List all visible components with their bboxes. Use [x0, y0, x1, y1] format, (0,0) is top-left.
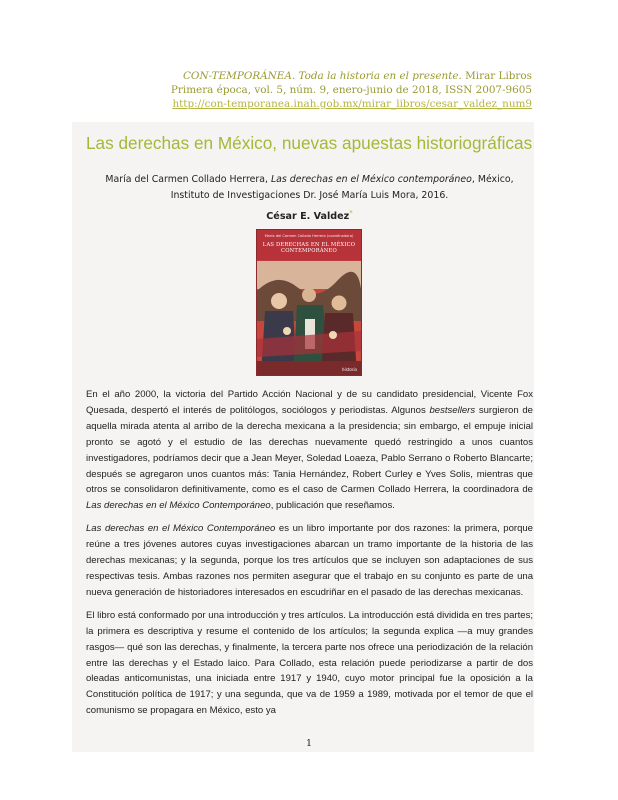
footnote-marker[interactable]: *	[349, 209, 353, 217]
citation-publisher: , México, Instituto de Investigaciones Dr. José María Luis Mora, 2016.	[170, 174, 514, 201]
book-cover-image	[256, 229, 362, 376]
cover-publisher-logo: historia	[342, 367, 357, 372]
page-number: 1	[305, 738, 313, 749]
journal-title-line	[92, 69, 532, 83]
cover-title: LAS DERECHAS EN EL MÉXICO CONTEMPORÁNEO	[262, 242, 356, 254]
book-citation	[86, 172, 533, 204]
paragraph-1-text-a: En el año 2000, la victoria del Partido Acción Nacional y de su candidato presidencial, Vicente Fox Quesada, despertó el interés de politólogos, sociólogos y periodistas. Algunos	[86, 389, 533, 416]
paragraph-3: El libro está conformado por una introducción y tres artículos. La introducción está dividida en tres partes; la primera es descriptiva y resume el contenido de los artículos; la segunda explica —a muy grandes rasgos— qué son las derechas, y finalmente, la tercera parte nos ofrece una periodización de la relación entre las derechas y el Estado laico. Para Collado, esta relación puede periodizarse a partir de dos oleadas anticomunistas, una iniciada entre 1917 y 1940, cuyo motor principal fue la oposición a la Constitución política de 1917; y una segunda, que va de 1959 a 1989, motivada por el temor de que el comunismo se propagara en México, esto ya	[86, 609, 533, 717]
paragraph-1-em-bestsellers: bestsellers	[429, 404, 476, 416]
journal-name: CON-TEMPORÁNEA. Toda la historia en el presente.	[182, 70, 462, 82]
journal-header	[92, 69, 532, 111]
article-body	[86, 387, 533, 726]
journal-section: Mirar Libros	[461, 70, 532, 82]
paragraph-2	[86, 521, 533, 601]
issue-line: Primera época, vol. 5, núm. 9, enero-junio de 2018, ISSN 2007-9605	[170, 84, 532, 96]
reviewer-label: César E. Valdez	[266, 211, 350, 223]
citation-author: María del Carmen Collado Herrera,	[105, 174, 271, 185]
reviewer-name	[86, 209, 533, 222]
citation-book-title: Las derechas en el México contemporáneo	[270, 174, 472, 185]
paragraph-2-em-book: Las derechas en el México Contemporáneo	[86, 523, 276, 535]
paragraph-1-em-book: Las derechas en el México Contemporáneo	[86, 500, 271, 512]
article-title: Las derechas en México, nuevas apuestas historiográficas	[86, 133, 533, 153]
cover-editor: María del Carmen Collado Herrera (coordinadora)	[264, 234, 354, 238]
paragraph-1-text-b: surgieron de aquella mirada atenta al arribo de la derecha mexicana a la presidencia; sin embargo, el empuje inicial pronto se agotó y el estudio de las derechas nuevamente quedó restringido a unos cuantos investigadores, podríamos decir que a Jean Meyer, Soledad Loaeza, Pablo Serrano o Roberto Blancarte; después se agregaron unos cuantos más: Tania Hernández, Robert Curley e Yves Solis, mientras que otros se consolidaron definitivamente, como es el caso de Carmen Collado Herrera, la coordinadora de	[86, 404, 533, 496]
cover-mural-art	[257, 261, 361, 375]
paragraph-1	[86, 387, 533, 514]
paragraph-2-text: es un libro importante por dos razones: la primera, porque reúne a tres jóvenes autores cuyas investigaciones abarcan un tramo importante de la historia de las derechas mexicanas; y la segunda, porque los tres artículos que se incluyen son adaptaciones de sus respectivas tesis. Ambas razones nos permiten asegurar que el trabajo en su conjunto es parte de una nueva generación de historiadores interesados en escudriñar en el pasado de las derechas mexicanas.	[86, 523, 533, 598]
article-url-link[interactable]: http://con-temporanea.inah.gob.mx/mirar_libros/cesar_valdez_num9	[172, 98, 532, 110]
paragraph-1-text-c: , publicación que reseñamos.	[270, 500, 395, 512]
